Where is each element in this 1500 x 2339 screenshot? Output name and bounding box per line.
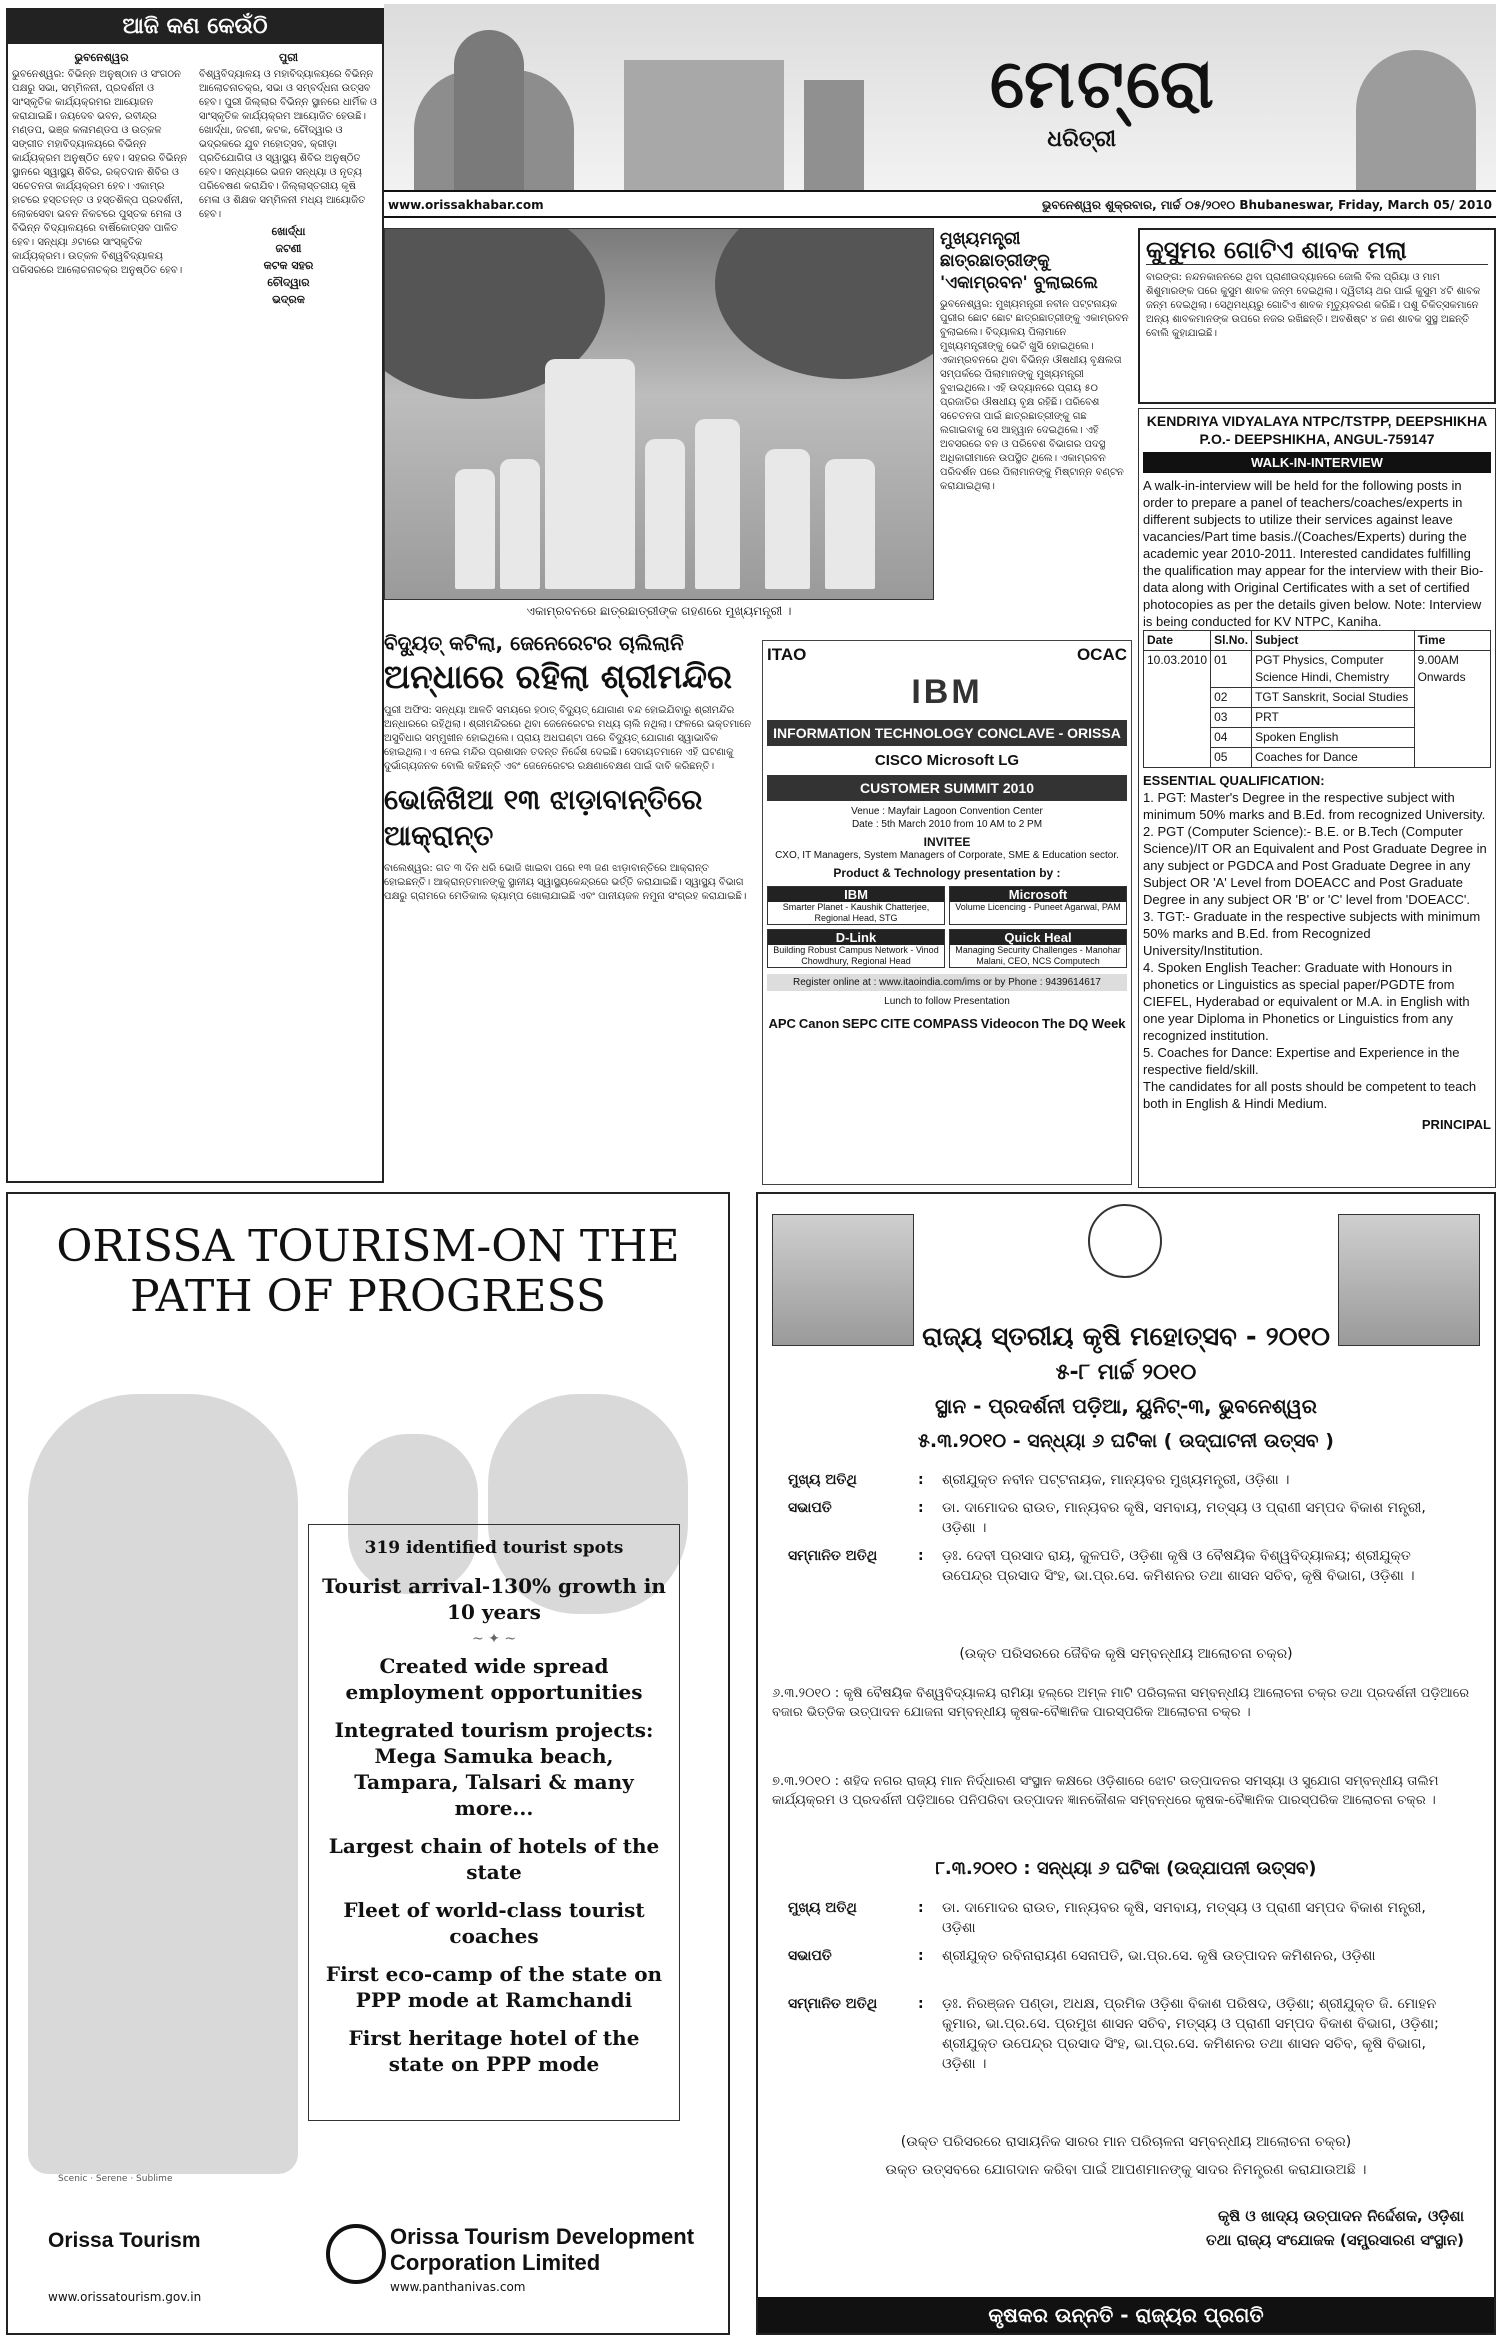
presenter-cell: [949, 929, 1127, 968]
presenter-name: IBM: [768, 887, 944, 902]
tourism-tagline: Scenic · Serene · Sublime: [58, 2174, 173, 2184]
tourism-title-line: ORISSA TOURISM-ON THE: [56, 1221, 680, 1272]
story-headline-2: ଭୋଜିଖିଆ ୧୩ ଝାଡ଼ାବାନ୍ତିରେ ଆକ୍ରାନ୍ତ: [384, 783, 703, 852]
child-figure: [645, 439, 685, 589]
photo-caption: ଏକାମ୍ରବନରେ ଛାତ୍ରଛାତ୍ରୀଙ୍କ ଗହଣରେ ମୁଖ୍ୟମନ୍ତ୍ରୀ ।: [526, 604, 792, 618]
highlight-item: Created wide spread employment opportunities: [345, 1654, 643, 1704]
kv-qual-1: 1. PGT: Master's Degree in the respective subject with minimum 50% marks and B.Ed. from recognized University.: [1143, 790, 1486, 822]
guest-name: ଡା. ଦାମୋଦର ରାଉତ, ମାନ୍ୟବର କୃଷି, ସମବାୟ, ମତ୍ସ୍ୟ ଓ ପ୍ରାଣୀ ସମ୍ପଦ ବିକାଶ ମନ୍ତ୍ରୀ, ଓଡ଼ିଶା: [942, 1900, 1426, 1936]
invitee-title: INVITEE: [923, 835, 971, 849]
guest-row: ମୁଖ୍ୟ ଅତିଥି : ଶ୍ରୀଯୁକ୍ତ ନବୀନ ପଟ୍ଟନାୟକ, ମାନ୍ୟବର ମୁଖ୍ୟମନ୍ତ୍ରୀ, ଓଡ଼ିଶା ।: [788, 1470, 1462, 1490]
presenter-cell: [767, 929, 945, 968]
presenter-text: Managing Security Challenges - Manohar Malani, CEO, NCS Computech: [955, 945, 1121, 966]
date-odia: ଭୁବନେଶ୍ୱର ଶୁକ୍ରବାର, ମାର୍ଚ୍ଚ ୦୫/୨୦୧୦: [1042, 197, 1236, 212]
ibm-logo: IBM: [911, 673, 983, 711]
cm-story-title: ମୁଖ୍ୟମନ୍ତ୍ରୀ ଛାତ୍ରଛାତ୍ରୀଙ୍କୁ 'ଏକାମ୍ରବନ' ବୁଲାଇଲେ: [940, 229, 1098, 293]
kv-qual-4: 4. Spoken English Teacher: Graduate with Honours in phonetics or Linguistics as special paper/PGDTE from CIEFEL, Hyderabad or equivalent or M.A. in English with one year Diploma in Phonetics or Linguistics from any recognized institution.: [1143, 960, 1470, 1043]
conclave-band: INFORMATION TECHNOLOGY CONCLAVE - ORISSA: [767, 720, 1127, 746]
kv-subject: Spoken English: [1252, 728, 1414, 748]
story-body-2: ବାଲେଶ୍ୱର: ଗତ ୩ ଦିନ ଧରି ଭୋଜି ଖାଇବା ପରେ ୧୩ ଜଣ ଝାଡ଼ାବାନ୍ତିରେ ଆକ୍ରାନ୍ତ ହୋଇଛନ୍ତି। ଆକ୍ରାନ୍ତମାନଙ୍କୁ ସ୍ଥାନୀୟ ସ୍ୱାସ୍ଥ୍ୟକେନ୍ଦ୍ରରେ ଭର୍ତ୍ତି କରାଯାଇଛି। ସ୍ୱାସ୍ଥ୍ୟ ବିଭାଗ ପକ୍ଷରୁ ଗ୍ରାମରେ ମେଡିକାଲ କ୍ୟାମ୍ପ ଖୋଲାଯାଇଛି ଏବଂ ପାନୀୟଜଳ ନମୁନା ସଂଗ୍ରହ କରାଯାଇଛି।: [384, 863, 747, 902]
guest-role: ସମ୍ମାନିତ ଅତିଥି: [788, 1548, 878, 1564]
mahotsav-venue: ସ୍ଥାନ - ପ୍ରଦର୍ଶନୀ ପଡ଼ିଆ, ୟୁନିଟ୍-୩, ଭୁବନେଶ୍ୱର: [935, 1394, 1317, 1418]
location-heading: ଭୁବନେଶ୍ୱର: [74, 51, 129, 64]
partner-logos: CISCO Microsoft LG: [874, 752, 1020, 769]
venue: Venue : Mayfair Lagoon Convention Center: [851, 806, 1043, 817]
events-text: ଭୁବନେଶ୍ୱର: ବିଭିନ୍ନ ଅନୁଷ୍ଠାନ ଓ ସଂଗଠନ ପକ୍ଷରୁ ସଭା, ସମ୍ମିଳନୀ, ପ୍ରଦର୍ଶନୀ ଓ ସାଂସ୍କୃତିକ କାର୍ଯ୍ୟକ୍ରମର ଆୟୋଜନ କରାଯାଇଛି। ଜୟଦେବ ଭବନ, ରବୀନ୍ଦ୍ର ମଣ୍ଡପ, ଭଞ୍ଜ କଳାମଣ୍ଡପ ଓ ଉତ୍କଳ ସଙ୍ଗୀତ ମହାବିଦ୍ୟାଳୟରେ ବିଭିନ୍ନ କାର୍ଯ୍ୟକ୍ରମ ଅନୁଷ୍ଠିତ ହେବ। ସହରର ବିଭିନ୍ନ ସ୍ଥାନରେ ସ୍ୱାସ୍ଥ୍ୟ ଶିବିର, ରକ୍ତଦାନ ଶିବିର ଓ ସଚେତନତା କାର୍ଯ୍ୟକ୍ରମ ହେବ। ଏକାମ୍ର ହାଟରେ ହସ୍ତତନ୍ତ ଓ ହସ୍ତଶିଳ୍ପ ପ୍ରଦର୍ଶନୀ, ଲୋକସେବା ଭବନ ନିକଟରେ ପୁସ୍ତକ ମେଳା ଓ ବିଭିନ୍ନ ବିଦ୍ୟାଳୟରେ ବାର୍ଷିକୋତ୍ସବ ପାଳିତ ହେବ। ସନ୍ଧ୍ୟା ୬ଟାରେ ସାଂସ୍କୃତିକ କାର୍ଯ୍ୟକ୍ରମ। ଉତ୍କଳ ବିଶ୍ୱବିଦ୍ୟାଳୟ ପରିସରରେ ଆଲୋଚନାଚକ୍ର ଅନୁଷ୍ଠିତ ହେବ।: [12, 69, 188, 276]
valedictory-line: ୮.୩.୨୦୧୦ : ସନ୍ଧ୍ୟା ୬ ଘଟିକା (ଉଦ୍‌ଯାପନୀ ଉତ୍ସବ): [935, 1858, 1317, 1879]
highlight-item: First heritage hotel of the state on PPP mode: [348, 2026, 640, 2076]
guest-role: ସଭାପତି: [788, 1500, 832, 1516]
mahotsav-title: ରାଜ୍ୟ ସ୍ତରୀୟ କୃଷି ମହୋତ୍ସବ - ୨୦୧୦: [922, 1322, 1330, 1352]
srimandir-story: [384, 630, 756, 1180]
invitee-text: CXO, IT Managers, System Managers of Corporate, SME & Education sector.: [775, 850, 1119, 861]
highlight-item: Largest chain of hotels of the state: [328, 1834, 660, 1884]
guest-row: ସଭାପତି : ଡା. ଦାମୋଦର ରାଉତ, ମାନ୍ୟବର କୃଷି, ସମବାୟ, ମତ୍ସ୍ୟ ଓ ପ୍ରାଣୀ ସମ୍ପଦ ବିକାଶ ମନ୍ତ୍ରୀ, ଓଡ଼ିଶା ।: [788, 1498, 1462, 1538]
it-conclave-ad: [762, 640, 1132, 1185]
location-heading: କଟକ ସହର: [263, 259, 314, 272]
guest-role: ମୁଖ୍ୟ ଅତିଥି: [788, 1900, 857, 1916]
presenter-text: Smarter Planet - Kaushik Chatterjee, Regional Head, STG: [782, 902, 930, 923]
presenter-grid: [767, 886, 1127, 968]
child-figure: [455, 469, 495, 589]
issuer-line: କୃଷି ଓ ଖାଦ୍ୟ ଉତ୍ପାଦନ ନିର୍ଦ୍ଦେଶକ, ଓଡ଼ିଶା: [1218, 2207, 1464, 2225]
dome-graphic: [1356, 50, 1476, 190]
issuer-line: ତଥା ରାଜ୍ୟ ସଂଯୋଜକ (ସମ୍ପ୍ରସାରଣ ସଂସ୍ଥାନ): [1206, 2231, 1464, 2249]
sponsor-logo: Canon: [798, 1016, 840, 1031]
cm-photo: [384, 228, 934, 600]
tourism-title-line: PATH OF PROGRESS: [130, 1271, 606, 1322]
events-text: ବିଶ୍ୱବିଦ୍ୟାଳୟ ଓ ମହାବିଦ୍ୟାଳୟରେ ବିଭିନ୍ନ ଆଲୋଚନାଚକ୍ର, ସଭା ଓ ସମ୍ବର୍ଦ୍ଧନା ଉତ୍ସବ ହେବ। ପୁରୀ ଜିଲ୍ଲାର ବିଭିନ୍ନ ସ୍ଥାନରେ ଧାର୍ମିକ ଓ ସାଂସ୍କୃତିକ କାର୍ଯ୍ୟକ୍ରମ ଆୟୋଜିତ ହେଉଛି। ଖୋର୍ଦ୍ଧା, ଜଟଣୀ, କଟକ, ଚୌଦ୍ୱାର ଓ ଭଦ୍ରକରେ ଯୁବ ମହୋତ୍ସବ, କ୍ରୀଡ଼ା ପ୍ରତିଯୋଗିତା ଓ ସ୍ୱାସ୍ଥ୍ୟ ଶିବିର ଅନୁଷ୍ଠିତ ହେବ। ସନ୍ଧ୍ୟାରେ ଭଜନ ସନ୍ଧ୍ୟା ଓ ନୃତ୍ୟ ପରିବେଷଣ କରାଯିବ। ଜିଲ୍ଲାସ୍ତରୀୟ କୃଷି ମେଳା ଓ ଶିକ୍ଷକ ସମ୍ମିଳନୀ ମଧ୍ୟ ଆୟୋଜିତ ହେବ।: [199, 69, 377, 220]
kv-qual-3: 3. TGT:- Graduate in the respective subjects with minimum 50% marks and B.Ed. from Recognized University/Institution.: [1143, 909, 1481, 958]
presenter-name: Microsoft: [950, 887, 1126, 902]
kv-subject: PRT: [1252, 708, 1414, 728]
kv-qual-2: 2. PGT (Computer Science):- B.E. or B.Tech (Computer Science)/IT OR an Equivalent and Post Graduate Degree in any subject or PGDCA and Post Graduate Degree in any Subject OR 'A' Level from DOEACC and Post Graduate Degree in any subject OR 'B' or 'C' level from 'DOEACC'.: [1143, 824, 1487, 907]
presenter-cell: [949, 886, 1127, 925]
guest-name: ଶ୍ରୀଯୁକ୍ତ ରବିନାରାୟଣ ସେନାପତି, ଭା.ପ୍ର.ସେ. କୃଷି ଉତ୍ପାଦନ କମିଶନର, ଓଡ଼ିଶା: [942, 1948, 1376, 1964]
divider-ornament: ~ ✦ ~: [471, 1631, 517, 1647]
guest-name: ଡ଼ଃ. ଦେବୀ ପ୍ରସାଦ ରାୟ, କୁଳପତି, ଓଡ଼ିଶା କୃଷି ଓ ବୈଷୟିକ ବିଶ୍ୱବିଦ୍ୟାଳୟ; ଶ୍ରୀଯୁକ୍ତ ଉପେନ୍ଦ୍ର ପ୍ରସାଦ ସିଂହ, ଭା.ପ୍ର.ସେ. କମିଶନର ତଥା ଶାସନ ସଚିବ, କୃଷି ବିଭାଗ, ଓଡ଼ିଶା ।: [942, 1548, 1415, 1584]
day2-paragraph: ୬.୩.୨୦୧୦ : କୃଷି ବୈଷୟିକ ବିଶ୍ୱବିଦ୍ୟାଳୟ ରାମିୟା ହଲ୍‌ରେ ଅମ୍ଳ ମାଟି ପରିଚାଳନା ସମ୍ବନ୍ଧୀୟ ଆଲୋଚନା ଚକ୍ର ତଥା ପ୍ରଦର୍ଶନୀ ପଡ଼ିଆରେ ବଜାର ଭିତ୍ତିକ ଉତ୍ପାଦନ ଯୋଜନା ସମ୍ବନ୍ଧୀୟ କୃଷକ-ବୈଜ୍ଞାନିକ ପାରସ୍ପରିକ ଆଲୋଚନା ଚକ୍ର ।: [772, 1686, 1470, 1720]
presented-by: Product & Technology presentation by :: [833, 866, 1061, 880]
kv-th-date: Date: [1144, 631, 1211, 651]
events-col-2: [199, 48, 378, 1176]
child-figure: [825, 459, 875, 589]
krushi-footer-slogan: କୃଷକର ଉନ୍ନତି - ରାଜ୍ୟର ପ୍ରଗତି: [758, 2297, 1494, 2333]
cm-story: [940, 228, 1130, 636]
sponsor-logo: The DQ Week: [1041, 1016, 1126, 1031]
sponsor-logo: SEPC: [842, 1016, 878, 1031]
presenter-text: Volume Licencing - Puneet Agarwal, PAM: [955, 902, 1121, 912]
kv-sl: 02: [1211, 688, 1252, 708]
otdc-logo-icon: [326, 2224, 386, 2284]
events-column: [6, 8, 384, 1183]
kv-intro: A walk-in-interview will be held for the following posts in order to prepare a panel of teachers/coaches/experts in different subjects to utilize their services against leave vacancies/Part time basis./(Coaches/Experts) during the academic year 2010-2011. Interested candidates fulfilling the qualification may appear for the interview with their Bio-data along with Original Certificates with a set of certified photocopies as per the details given below. Note: Interview is being conducted for KV NTPC, Kaniha.: [1143, 478, 1484, 629]
location-heading: ଭଦ୍ରକ: [272, 293, 305, 306]
highlight-item: Tourist arrival-130% growth in 10 years: [322, 1574, 666, 1624]
kv-subject: PGT Physics, Computer Science Hindi, Chemistry: [1252, 651, 1414, 688]
leader-figure: [28, 1394, 298, 2174]
mahotsav-dates: ୫-୮ ମାର୍ଚ୍ଚ ୨୦୧୦: [1055, 1360, 1197, 1385]
location-heading: ଖୋର୍ଦ୍ଧା: [271, 225, 306, 238]
kv-advertisement: [1138, 408, 1496, 1188]
website-link[interactable]: www.orissakhabar.com: [388, 198, 544, 212]
guest-role: ମୁଖ୍ୟ ଅତିଥି: [788, 1472, 857, 1488]
kusuma-body: ବାରଙ୍ଗ: ନନ୍ଦନକାନନରେ ଥିବା ପ୍ରାଣୀଉଦ୍ୟାନରେ ଜୋଲି ବିଲ ପ୍ରିୟା ଓ ମାମ ଶିଶୁମାରଙ୍କ ପରେ କୁସୁମ ଶାବକ ଜନ୍ମ ଦେଇଥିଲା। ଦ୍ୱିତୀୟ ଥର ପାଇଁ କୁସୁମ ୪ଟି ଶାବକ ଜନ୍ମ ଦେଇଥିଲା। ସେଥିମଧ୍ୟରୁ ଗୋଟିଏ ଶାବକ ମୃତ୍ୟୁବରଣ କରିଛି। ପଶୁ ଚିକିତ୍ସକମାନେ ଅନ୍ୟ ଶାବକମାନଙ୍କ ଉପରେ ନଜର ରଖିଛନ୍ତି। ଅବଶିଷ୍ଟ ୪ ଜଣ ଶାବକ ସୁସ୍ଥ ଅଛନ୍ତି ବୋଲି କୁହାଯାଇଛି।: [1146, 272, 1481, 339]
sponsor-logos: [767, 1016, 1127, 1031]
story-kicker: ବିଦ୍ୟୁତ୍ କଟିଲା, ଜେନେରେଟର ଚାଲିଲାନି: [384, 631, 684, 655]
issuer-signature: [1206, 2204, 1464, 2252]
masthead-title: ମେଟ୍ରୋ: [989, 44, 1216, 124]
kv-sl: 01: [1211, 651, 1252, 688]
masthead: [384, 4, 1496, 192]
story-headline: ଅନ୍ଧାରେ ରହିଲା ଶ୍ରୀମନ୍ଦିର: [384, 657, 733, 696]
guest-row: ସମ୍ମାନିତ ଅତିଥି : ଡ଼ଃ. ଦେବୀ ପ୍ରସାଦ ରାୟ, କୁଳପତି, ଓଡ଼ିଶା କୃଷି ଓ ବୈଷୟିକ ବିଶ୍ୱବିଦ୍ୟାଳୟ; ଶ୍ରୀଯୁକ୍ତ ଉପେନ୍ଦ୍ର ପ୍ରସାଦ ସିଂହ, ଭା.ପ୍ର.ସେ. କମିଶନର ତଥା ଶାସନ ସଚିବ, କୃଷି ବିଭାଗ, ଓଡ଼ିଶା ।: [788, 1546, 1462, 1586]
guest-name: ଶ୍ରୀଯୁକ୍ତ ନବୀନ ପଟ୍ଟନାୟକ, ମାନ୍ୟବର ମୁଖ୍ୟମନ୍ତ୍ରୀ, ଓଡ଼ିଶା ।: [942, 1472, 1290, 1488]
sponsor-logo: CITE: [880, 1016, 911, 1031]
presenter-name: Quick Heal: [950, 930, 1126, 945]
child-figure: [695, 419, 740, 589]
story-body: ପୁରୀ ଅଫିସ: ସନ୍ଧ୍ୟା ଆଳତି ସମୟରେ ହଠାତ୍ ବିଦ୍ୟୁତ୍ ଯୋଗାଣ ବନ୍ଦ ହୋଇଯିବାରୁ ଶ୍ରୀମନ୍ଦିର ଅନ୍ଧାରରେ ରହିଥିଲା। ଶ୍ରୀମନ୍ଦିରରେ ଥିବା ଜେନେରେଟର ମଧ୍ୟ ଚାଲି ନଥିଲା। ଫଳରେ ଭକ୍ତମାନେ ଅସୁବିଧାର ସମ୍ମୁଖୀନ ହୋଇଥିଲେ। ପ୍ରାୟ ଅଧଘଣ୍ଟା ପରେ ବିଦ୍ୟୁତ୍ ଯୋଗାଣ ସ୍ୱାଭାବିକ ହୋଇଥିଲା। ଏ ନେଇ ମନ୍ଦିର ପ୍ରଶାସନ ତଦନ୍ତ ନିର୍ଦ୍ଦେଶ ଦେଇଛି। ସେବାୟତମାନେ ଏହି ଘଟଣାକୁ ଦୁର୍ଭାଗ୍ୟଜନକ ବୋଲି କହିଛନ୍ତି ଏବଂ ଜେନେରେଟର ରକ୍ଷଣାବେକ୍ଷଣ ପାଇଁ ଦାବି କରିଛନ୍ତି।: [384, 705, 752, 772]
invitation-line: ଉକ୍ତ ଉତ୍ସବରେ ଯୋଗଦାନ କରିବା ପାଇଁ ଆପଣମାନଙ୍କୁ ସାଦର ନିମନ୍ତ୍ରଣ କରାଯାଉଅଛି ।: [885, 2162, 1367, 2178]
kv-th-sl: Sl.No.: [1211, 631, 1252, 651]
register-line: Register online at : www.itaoindia.com/ims or by Phone : 9439614617: [767, 974, 1127, 991]
dateline: [384, 194, 1496, 218]
otdc-url[interactable]: www.panthanivas.com: [390, 2280, 526, 2294]
kv-subject: TGT Sanskrit, Social Studies: [1252, 688, 1414, 708]
ocac-logo: OCAC: [1076, 645, 1127, 664]
kv-time: 9.00AM Onwards: [1414, 651, 1490, 768]
kv-header-2: P.O.- DEEPSHIKHA, ANGUL-759147: [1199, 431, 1435, 447]
child-figure: [765, 449, 810, 589]
tourism-title: [8, 1222, 728, 1322]
kv-th-subject: Subject: [1252, 631, 1414, 651]
kv-note: The candidates for all posts should be competent to teach both in English & Hindi Medium.: [1143, 1079, 1477, 1111]
note-1: (ଉକ୍ତ ପରିସରରେ ଜୈବିକ କୃଷି ସମ୍ବନ୍ଧୀୟ ଆଲୋଚନା ଚକ୍ର): [959, 1646, 1293, 1662]
cm-figure: [545, 359, 635, 589]
summit-band: CUSTOMER SUMMIT 2010: [767, 775, 1127, 801]
guest-name: ଡା. ଦାମୋଦର ରାଉତ, ମାନ୍ୟବର କୃଷି, ସମବାୟ, ମତ୍ସ୍ୟ ଓ ପ୍ରାଣୀ ସମ୍ପଦ ବିକାଶ ମନ୍ତ୍ରୀ, ଓଡ଼ିଶା ।: [942, 1500, 1426, 1536]
guest-role: ସମ୍ମାନିତ ଅତିଥି: [788, 1996, 878, 2012]
kv-walkin-bar: WALK-IN-INTERVIEW: [1143, 452, 1491, 473]
guest-row: ସଭାପତି : ଶ୍ରୀଯୁକ୍ତ ରବିନାରାୟଣ ସେନାପତି, ଭା.ପ୍ର.ସେ. କୃଷି ଉତ୍ପାଦନ କମିଶନର, ଓଡ଼ିଶା: [788, 1946, 1462, 1966]
sponsor-logo: COMPASS: [913, 1016, 978, 1031]
note-2: (ଉକ୍ତ ପରିସରରେ ରାସାୟନିକ ସାରର ମାନ ପରିଚାଳନା ସମ୍ବନ୍ଧୀୟ ଆଲୋଚନା ଚକ୍ର): [900, 2134, 1352, 2150]
location-heading: ଜଟଣୀ: [275, 242, 302, 255]
inauguration-line: ୫.୩.୨୦୧୦ - ସନ୍ଧ୍ୟା ୬ ଘଟିକା ( ଉଦ୍‌ଘାଟନୀ ଉତ୍ସବ ): [918, 1430, 1334, 1452]
kv-sl: 05: [1211, 748, 1252, 768]
tourism-advertisement: [6, 1192, 730, 2335]
kv-date: 10.03.2010: [1144, 651, 1211, 768]
krushi-mahotsav-ad: [756, 1192, 1496, 2335]
kv-sl: 04: [1211, 728, 1252, 748]
day3-paragraph: ୭.୩.୨୦୧୦ : ଶହିଦ ନଗର ରାଜ୍ୟ ମାନ ନିର୍ଦ୍ଧାରଣ ସଂସ୍ଥାନ କକ୍ଷରେ ଓଡ଼ିଶାରେ ଝୋଟ ଉତ୍ପାଦନର ସମସ୍ୟା ଓ ସୁଯୋଗ ସମ୍ବନ୍ଧୀୟ ତାଲିମ କାର୍ଯ୍ୟକ୍ରମ ଓ ପ୍ରଦର୍ଶନୀ ପଡ଼ିଆରେ ପନିପରିବା ଉତ୍ପାଦନ ଜ୍ଞାନକୌଶଳ ସମ୍ବନ୍ଧରେ କୃଷକ-ବୈଜ୍ଞାନିକ ପାରସ୍ପରିକ ଆଲୋଚନା ଚକ୍ର ।: [772, 1774, 1439, 1808]
kv-subject: Coaches for Dance: [1252, 748, 1414, 768]
presenter-cell: [767, 886, 945, 925]
highlight-item: First eco-camp of the state on PPP mode at Ramchandi: [325, 1962, 663, 2012]
guest-row: ମୁଖ୍ୟ ଅତିଥି : ଡା. ଦାମୋଦର ରାଉତ, ମାନ୍ୟବର କୃଷି, ସମବାୟ, ମତ୍ସ୍ୟ ଓ ପ୍ରାଣୀ ସମ୍ପଦ ବିକାଶ ମନ୍ତ୍ରୀ, ଓଡ଼ିଶା: [788, 1898, 1462, 1938]
orissa-tourism-url[interactable]: www.orissatourism.gov.in: [48, 2290, 202, 2304]
kusuma-title: କୁସୁମର ଗୋଟିଏ ଶାବକ ମଲା: [1146, 236, 1488, 265]
kv-table: [1143, 630, 1491, 768]
events-col-1: [12, 48, 191, 1176]
state-emblem-icon: [1088, 1204, 1162, 1278]
temple-spire-graphic: [454, 30, 524, 190]
kv-header-1: KENDRIYA VIDYALAYA NTPC/TSTPP, DEEPSHIKHA: [1146, 413, 1488, 429]
kv-sl: 03: [1211, 708, 1252, 728]
child-figure: [500, 459, 540, 589]
date-english: Bhubaneswar, Friday, March 05/ 2010: [1239, 197, 1492, 212]
event-date: Date : 5th March 2010 from 10 AM to 2 PM: [851, 819, 1043, 830]
kv-qual-title: ESSENTIAL QUALIFICATION:: [1143, 773, 1325, 788]
itao-logo: ITAO: [767, 645, 807, 664]
lunch-line: Lunch to follow Presentation: [884, 996, 1010, 1007]
guest-role: ସଭାପତି: [788, 1948, 832, 1964]
tourism-highlights: [308, 1524, 680, 2121]
presenter-name: D-Link: [768, 930, 944, 945]
otdc-name: Orissa Tourism Development Corporation Limited: [390, 2224, 695, 2275]
kv-signature: PRINCIPAL: [1421, 1117, 1491, 1132]
sponsor-logo: APC: [768, 1016, 796, 1031]
presenter-text: Building Robust Campus Network - Vinod Chowdhury, Regional Head: [773, 945, 939, 966]
sponsor-logo: Videocon: [980, 1016, 1040, 1031]
location-heading: ଚୌଦ୍ୱାର: [267, 276, 310, 289]
highlight-item: Fleet of world-class tourist coaches: [343, 1898, 645, 1948]
events-title: ଆଜି କଣ କେଉଁଠି: [8, 10, 382, 44]
cm-story-body: ଭୁବନେଶ୍ୱର: ମୁଖ୍ୟମନ୍ତ୍ରୀ ନବୀନ ପଟ୍ଟନାୟକ ପୁରୀର ଛୋଟ ଛୋଟ ଛାତ୍ରଛାତ୍ରୀଙ୍କୁ ଏକାମ୍ରବନ ବୁଲାଇଲେ। ବିଦ୍ୟାଳୟ ପିଲାମାନେ ମୁଖ୍ୟମନ୍ତ୍ରୀଙ୍କୁ ଭେଟି ଖୁସି ହୋଇଥିଲେ। ଏକାମ୍ରବନରେ ଥିବା ବିଭିନ୍ନ ଔଷଧୀୟ ବୃକ୍ଷଲତା ସମ୍ପର୍କରେ ପିଲାମାନଙ୍କୁ ମୁଖ୍ୟମନ୍ତ୍ରୀ ବୁଝାଇଥିଲେ। ଏହି ଉଦ୍ୟାନରେ ପ୍ରାୟ ୫୦ ପ୍ରଜାତିର ଔଷଧୀୟ ବୃକ୍ଷ ରହିଛି। ପରିବେଶ ସଚେତନତା ପାଇଁ ଛାତ୍ରଛାତ୍ରୀଙ୍କୁ ଗଛ ଲଗାଇବାକୁ ସେ ଆହ୍ୱାନ ଦେଇଥିଲେ। ଏହି ଅବସରରେ ବନ ଓ ପରିବେଶ ବିଭାଗର ପଦସ୍ଥ ଅଧିକାରୀମାନେ ଉପସ୍ଥିତ ଥିଲେ। ଏକାମ୍ରବନ ପରିଦର୍ଶନ ପରେ ପିଲାମାନଙ୍କୁ ମିଷ୍ଟାନ୍ନ ବଣ୍ଟନ କରାଯାଇଥିଲା।: [940, 299, 1129, 492]
kv-qual-5: 5. Coaches for Dance: Expertise and Experience in the respective field/skill.: [1143, 1045, 1460, 1077]
orissa-tourism-logo: Orissa Tourism: [48, 2229, 201, 2252]
kv-th-time: Time: [1414, 631, 1490, 651]
building-graphic: [624, 60, 784, 190]
highlight-item: Integrated tourism projects: Mega Samuka beach, Tampara, Talsari & many more...: [334, 1718, 654, 1820]
kusuma-story: [1138, 228, 1496, 404]
highlight-item: 319 identified tourist spots: [364, 1538, 624, 1558]
tower-graphic: [804, 80, 864, 190]
guest-row: ସମ୍ମାନିତ ଅତିଥି : ଡ଼ଃ. ନିରଞ୍ଜନ ପଣ୍ଡା, ଅଧକ୍ଷ, ପ୍ରମିକ ଓଡ଼ିଶା ବିକାଶ ପରିଷଦ, ଓଡ଼ିଶା; ଶ୍ରୀଯୁକ୍ତ ଜି. ମୋହନ କୁମାର, ଭା.ପ୍ର.ସେ. ପ୍ରମୁଖ ଶାସନ ସଚିବ, ମତ୍ସ୍ୟ ଓ ପ୍ରାଣୀ ସମ୍ପଦ ବିକାଶ ବିଭାଗ, ଓଡ଼ିଶା; ଶ୍ରୀଯୁକ୍ତ ଉପେନ୍ଦ୍ର ପ୍ରସାଦ ସିଂହ, ଭା.ପ୍ର.ସେ. କମିଶନର ତଥା ଶାସନ ସଚିବ, କୃଷି ବିଭାଗ, ଓଡ଼ିଶା ।: [788, 1994, 1462, 2074]
location-heading: ପୁରୀ: [279, 51, 298, 64]
masthead-subtitle: ଧରିତ୍ରୀ: [1047, 126, 1116, 152]
guest-name: ଡ଼ଃ. ନିରଞ୍ଜନ ପଣ୍ଡା, ଅଧକ୍ଷ, ପ୍ରମିକ ଓଡ଼ିଶା ବିକାଶ ପରିଷଦ, ଓଡ଼ିଶା; ଶ୍ରୀଯୁକ୍ତ ଜି. ମୋହନ କୁମାର, ଭା.ପ୍ର.ସେ. ପ୍ରମୁଖ ଶାସନ ସଚିବ, ମତ୍ସ୍ୟ ଓ ପ୍ରାଣୀ ସମ୍ପଦ ବିକାଶ ବିଭାଗ, ଓଡ଼ିଶା; ଶ୍ରୀଯୁକ୍ତ ଉପେନ୍ଦ୍ର ପ୍ରସାଦ ସିଂହ, ଭା.ପ୍ର.ସେ. କମିଶନର ତଥା ଶାସନ ସଚିବ, କୃଷି ବିଭାଗ, ଓଡ଼ିଶା ।: [942, 1996, 1439, 2072]
tree-graphic: [715, 228, 934, 379]
